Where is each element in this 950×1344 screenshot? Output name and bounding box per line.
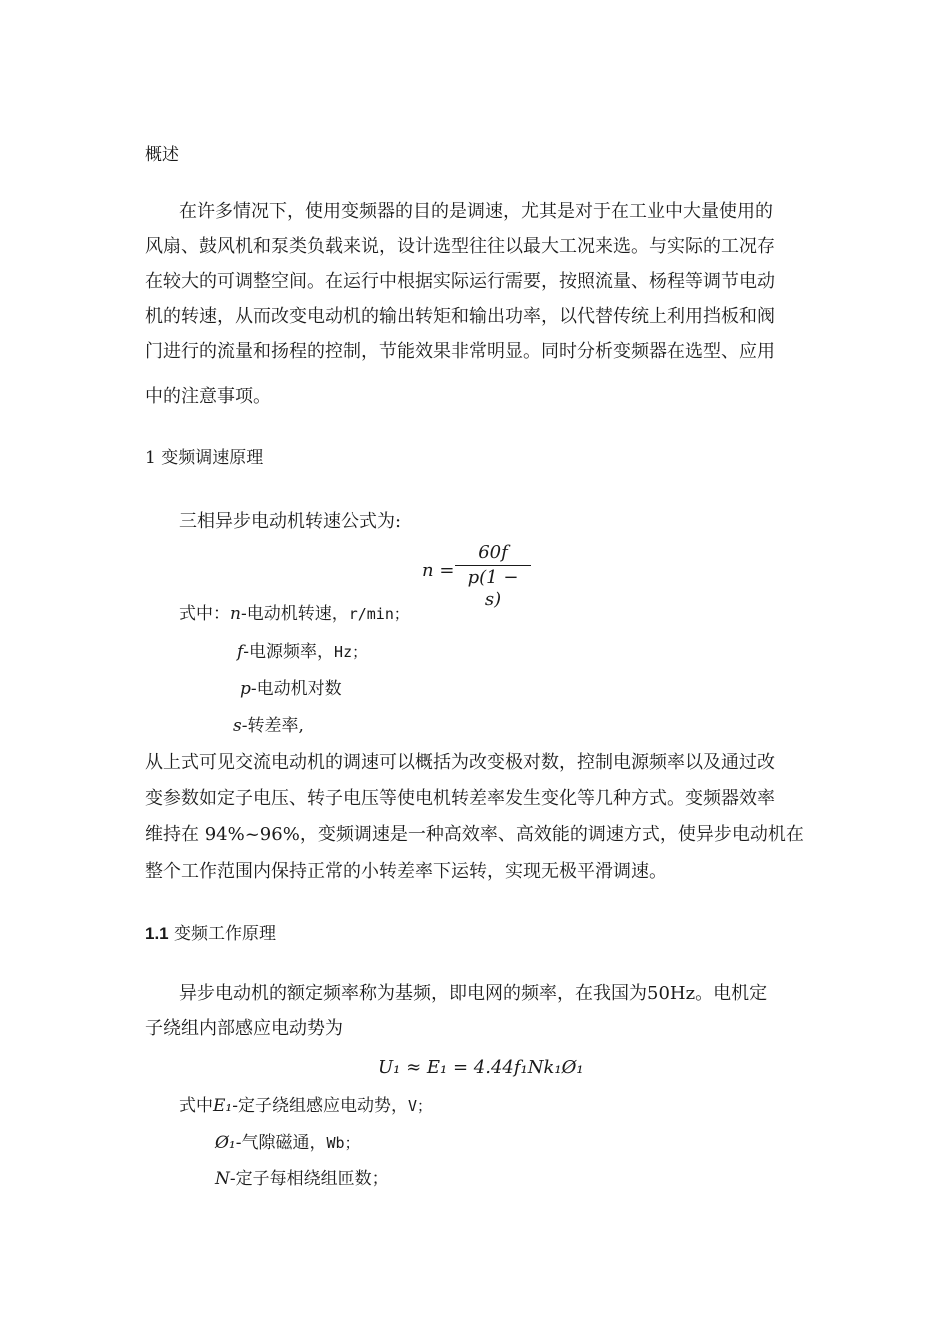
var-E1 [179, 1094, 432, 1118]
summary-line: 维持在 94%~96%，变频调速是一种高效率、高效能的调速方式，使异步电动机在 [145, 824, 804, 845]
var-desc: -定子绕组感应电动势， [232, 1096, 408, 1116]
section-title-text: 变频工作原理 [174, 924, 277, 944]
var-p [240, 677, 342, 701]
formula2: U₁ ≈ E₁ = 4.44f₁Nk₁Ø₁ [378, 1057, 584, 1078]
base-freq-line: 异步电动机的额定频率称为基频，即电网的频率，在我国为50Hz。电机定 [179, 983, 768, 1004]
overview-line: 机的转速，从而改变电动机的输出转矩和输出功率，以代替传统上利用挡板和阀 [145, 306, 775, 327]
var-desc: -转差率, [241, 716, 304, 736]
var-symbol: n [230, 604, 241, 624]
section-1-title: 1 变频调速原理 [145, 448, 264, 468]
formula-intro: 三相异步电动机转速公式为: [179, 511, 402, 532]
formula1-denominator: p(1 − s) [467, 567, 519, 610]
overview-line: 门进行的流量和扬程的控制，节能效果非常明显。同时分析变频器在选型、应用 [145, 341, 775, 362]
var-symbol: E₁ [213, 1096, 233, 1116]
section-number: 1.1 [145, 924, 169, 943]
overview-line: 在许多情况下，使用变频器的目的是调速，尤其是对于在工业中大量使用的 [179, 201, 773, 222]
var-desc: -电动机对数 [250, 679, 342, 699]
var-n [179, 602, 409, 626]
var-phi1 [215, 1131, 360, 1155]
formula1-lhs: n = [422, 560, 455, 581]
var-prefix: 式中 [179, 1096, 213, 1116]
overview-line: 中的注意事项。 [145, 386, 271, 407]
var-N [215, 1167, 389, 1191]
base-freq-line: 子绕组内部感应电动势为 [145, 1018, 343, 1039]
var-symbol: p [240, 679, 251, 699]
formula1-fraction [455, 542, 531, 611]
var-desc: -定子每相绕组匝数； [229, 1169, 389, 1189]
var-unit: r/min； [348, 605, 409, 623]
section-1-1-title [145, 922, 276, 946]
var-desc: -电源频率， [243, 642, 335, 662]
overview-line: 风扇、鼓风机和泵类负载来说，设计选型往往以最大工况来选。与实际的工况存 [145, 236, 775, 257]
var-symbol: s [233, 716, 242, 736]
summary-line: 整个工作范围内保持正常的小转差率下运转，实现无极平滑调速。 [145, 861, 667, 882]
overview-line: 在较大的可调整空间。在运行中根据实际运行需要，按照流量、杨程等调节电动 [145, 271, 775, 292]
var-desc: -气隙磁通， [235, 1133, 327, 1153]
var-symbol: Ø₁ [215, 1133, 236, 1153]
var-unit: Hz； [334, 643, 368, 661]
var-unit: V； [407, 1097, 433, 1115]
var-unit: Wb； [326, 1134, 360, 1152]
var-f [237, 640, 367, 664]
var-desc: -电动机转速， [240, 604, 349, 624]
var-prefix: 式中： [179, 604, 230, 624]
fraction-bar [455, 565, 531, 566]
var-symbol: f [237, 642, 244, 662]
summary-line: 变参数如定子电压、转子电压等使电机转差率发生变化等几种方式。变频器效率 [145, 788, 775, 809]
summary-line: 从上式可见交流电动机的调速可以概括为改变极对数，控制电源频率以及通过改 [145, 752, 775, 773]
var-symbol: N [215, 1169, 230, 1189]
formula1-numerator: 60f [478, 542, 508, 563]
var-s [233, 714, 304, 738]
overview-title: 概述 [145, 145, 179, 165]
